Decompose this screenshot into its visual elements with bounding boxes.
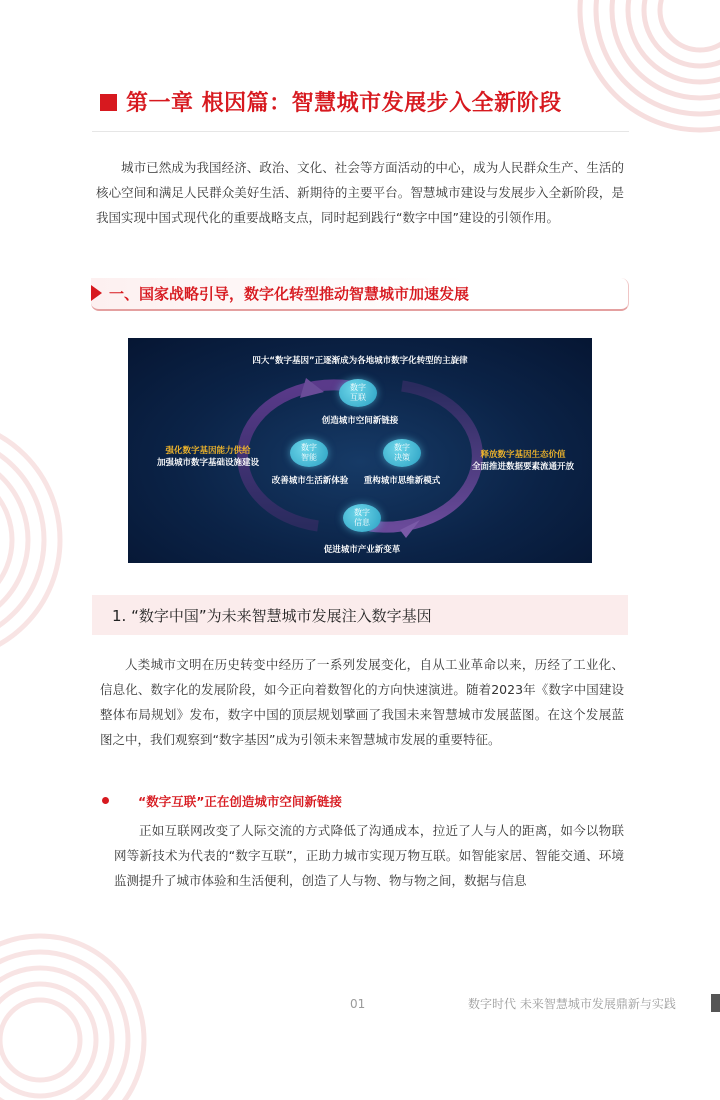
node-digital-intelligence: 数字 智能 (290, 439, 328, 467)
intro-paragraph: 城市已然成为我国经济、政治、文化、社会等方面活动的中心，成为人民群众生产、生活的核心空间和满足人民群众美好生活、新期待的主要平台。智慧城市建设与发展步入全新阶段，是我国实现中国式现代化的重要战略支点，同时起到践行“数字中国”建设的引领作用。 (96, 160, 624, 225)
node-digital-decision: 数字 决策 (383, 439, 421, 467)
bullet-heading-text: “数字互联”正在创造城市空间新链接 (138, 794, 342, 809)
subsection-heading-1 (92, 595, 628, 635)
right-note-highlight: 释放数字基因生态价值 (480, 450, 566, 460)
triangle-arrow-icon (91, 285, 102, 301)
page-number: 01 (350, 997, 366, 1011)
decorative-arcs-bottom-left (0, 900, 180, 1100)
node-caption: 创造城市空间新链接 (321, 416, 399, 426)
bullet-dot-icon (102, 797, 109, 804)
node-caption: 改善城市生活新体验 (271, 476, 349, 486)
footer-title: 数字时代 未来智慧城市发展鼎新与实践 (468, 997, 676, 1011)
left-note-text: 加强城市数字基础设施建设 (156, 458, 259, 468)
node-caption: 促进城市产业新变革 (323, 545, 401, 555)
node-caption: 重构城市思维新模式 (363, 476, 441, 486)
left-note-highlight: 强化数字基因能力供给 (165, 446, 251, 456)
diagram-title: 四大“数字基因”正逐渐成为各地城市数字化转型的主旋律 (252, 356, 468, 366)
subsection-heading-text: 1. “数字中国”为未来智慧城市发展注入数字基因 (112, 607, 432, 625)
body-paragraph-2: 人类城市文明在历史转变中经历了一系列发展变化，自从工业革命以来，历经了工业化、信息化、数字化的发展阶段，如今正向着数智化的方向快速演进。随着2023年《数字中国建设整体布局规划》发布，数字中国的顶层规划擘画了我国未来智慧城市发展蓝图。在这个发展蓝图之中，我们观察到“数字基因”成为引领未来智慧城市发展的重要特征。 (100, 657, 624, 747)
title-divider (92, 131, 629, 132)
body-paragraph-3: 正如互联网改变了人际交流的方式降低了沟通成本，拉近了人与人的距离，如今以物联网等新技术为代表的“数字互联”，正助力城市实现万物互联。如智能家居、智能交通、环境监测提升了城市体验和生活便利，创造了人与物、物与物之间，数据与信息 (114, 823, 624, 888)
node-digital-interconnect: 数字 互联 (339, 379, 377, 407)
node-digital-information: 数字 信息 (343, 504, 381, 532)
decorative-arcs-top-right (530, 0, 720, 150)
section-heading-1 (91, 278, 628, 312)
section-heading-text: 一、国家战略引导，数字化转型推动智慧城市加速发展 (109, 285, 470, 303)
right-note-text: 全面推进数据要素流通开放 (471, 462, 574, 472)
decorative-arcs-left (0, 420, 110, 740)
chapter-title (100, 86, 630, 117)
digital-gene-diagram (128, 338, 592, 563)
footer-bar (711, 994, 720, 1012)
chapter-square-icon (100, 94, 117, 111)
chapter-title-text: 第一章 根因篇：智慧城市发展步入全新阶段 (126, 91, 562, 116)
